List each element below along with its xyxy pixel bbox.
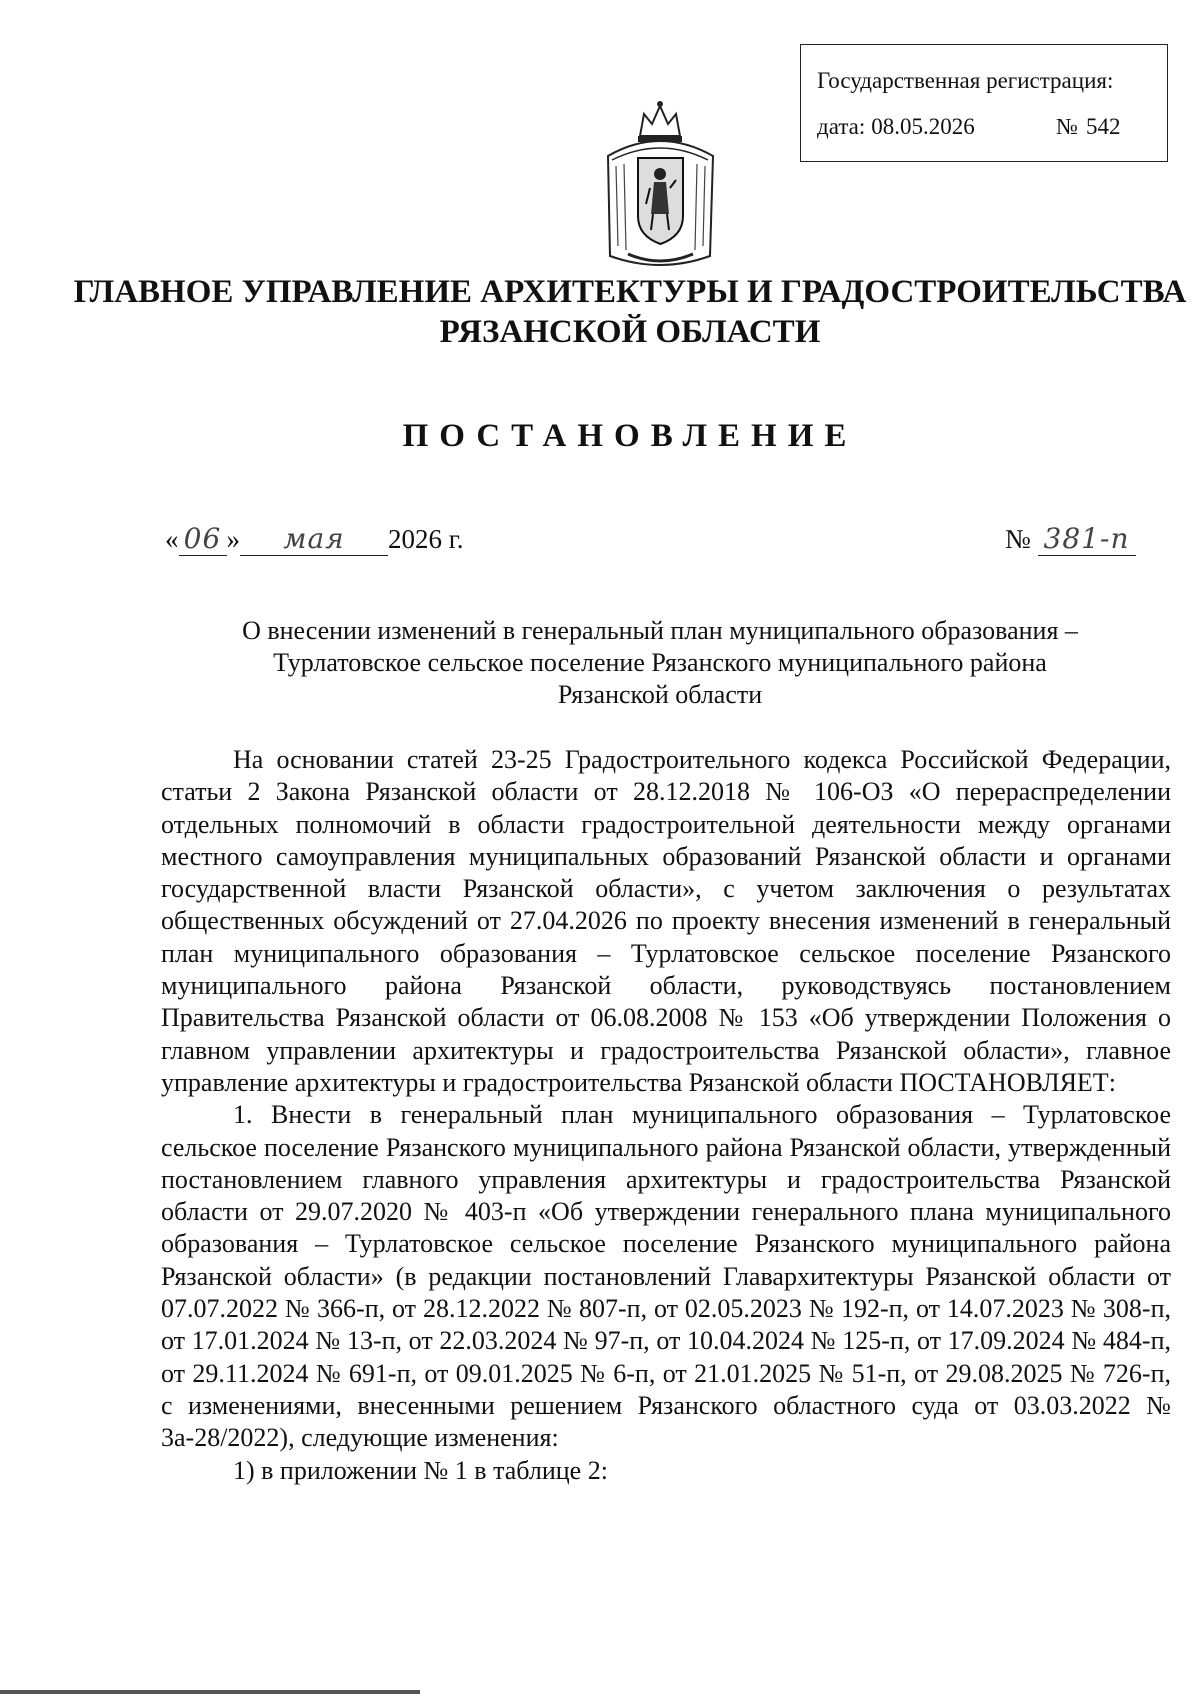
organization-title — [0, 272, 1200, 352]
scan-edge-line — [0, 1690, 420, 1694]
item-1-paragraph: 1. Внести в генеральный план муниципального образования – Турлатовское сельское поселение Рязанского муниципального района Рязанской области, утвержденный постановлением главного управления архитектуры и градостроительства Рязанской области от 29.07.2020 № 403-п «Об утверждении генерального плана муниципального образования – Турлатовское сельское поселение Рязанского муниципального района Рязанской области» (в редакции постановлений Главархитектуры Рязанской области от 07.07.2022 № 366-п, от 28.12.2022 № 807-п, от 02.05.2023 № 192-п, от 14.07.2023 № 308-п, от 17.01.2024 № 13-п, от 22.03.2024 № 97-п, от 10.04.2024 № 125-п, от 17.09.2024 № 484-п, от 29.11.2024 № 691-п, от 09.01.2025 № 6-п, от 21.01.2025 № 51-п, от 29.08.2025 № 726-п, с изменениями, внесенными решением Рязанского областного суда от 03.03.2022 № 3а-28/2022), следующие изменения: — [161, 1100, 1171, 1453]
registration-number: 542 — [1085, 114, 1121, 139]
document-body — [161, 744, 1171, 1487]
document-number-handwritten: 381-п — [1038, 522, 1136, 556]
document-number — [1005, 522, 1136, 556]
date-month-handwritten: мая — [240, 522, 388, 556]
subject-line2: Турлатовское сельское поселение Рязанского муниципального района — [273, 648, 1047, 677]
document-date — [165, 522, 464, 556]
date-year: 2026 г. — [388, 524, 464, 554]
date-close-quote: » — [226, 524, 240, 554]
organization-title-line1: ГЛАВНОЕ УПРАВЛЕНИЕ АРХИТЕКТУРЫ И ГРАДОСТРОИТЕЛЬСТВА — [73, 274, 1187, 310]
organization-title-line2: РЯЗАНСКОЙ ОБЛАСТИ — [439, 314, 821, 350]
registration-date-row — [817, 115, 975, 138]
registration-number-label: № — [1056, 114, 1078, 139]
registration-date: 08.05.2026 — [871, 114, 975, 139]
registration-date-label: дата: — [817, 114, 866, 139]
coat-of-arms-icon — [598, 96, 723, 276]
date-open-quote: « — [165, 524, 179, 554]
registration-number-row — [1056, 115, 1120, 138]
date-day-handwritten: 06 — [179, 522, 227, 556]
registration-title: Государственная регистрация: — [817, 68, 1114, 93]
subject-line1: О внесении изменений в генеральный план муниципального образования – — [242, 616, 1078, 645]
document-number-label: № — [1005, 524, 1031, 554]
registration-stamp — [800, 44, 1168, 162]
document-subject — [150, 615, 1170, 711]
subitem-1-paragraph: 1) в приложении № 1 в таблице 2: — [233, 1455, 608, 1485]
subject-line3: Рязанской области — [557, 680, 763, 709]
preamble-paragraph: На основании статей 23-25 Градостроительного кодекса Российской Федерации, статьи 2 Закона Рязанской области от 28.12.2018 № 106-ОЗ «О перераспределении отдельных полномочий в области градостроительной деятельности между органами местного самоуправления муниципальных образований Рязанской области и органами государственной власти Рязанской области», с учетом заключения о результатах общественных обсуждений от 27.04.2026 по проекту внесения изменений в генеральный план муниципального образования – Турлатовское сельское поселение Рязанского муниципального района Рязанской области, руководствуясь постановлением Правительства Рязанской области от 06.08.2008 № 153 «Об утверждении Положения о главном управлении архитектуры и градостроительства Рязанской области», главное управление архитектуры и градостроительства Рязанской области ПОСТАНОВЛЯЕТ: — [161, 745, 1171, 1097]
document-type: ПОСТАНОВЛЕНИЕ — [402, 418, 858, 454]
